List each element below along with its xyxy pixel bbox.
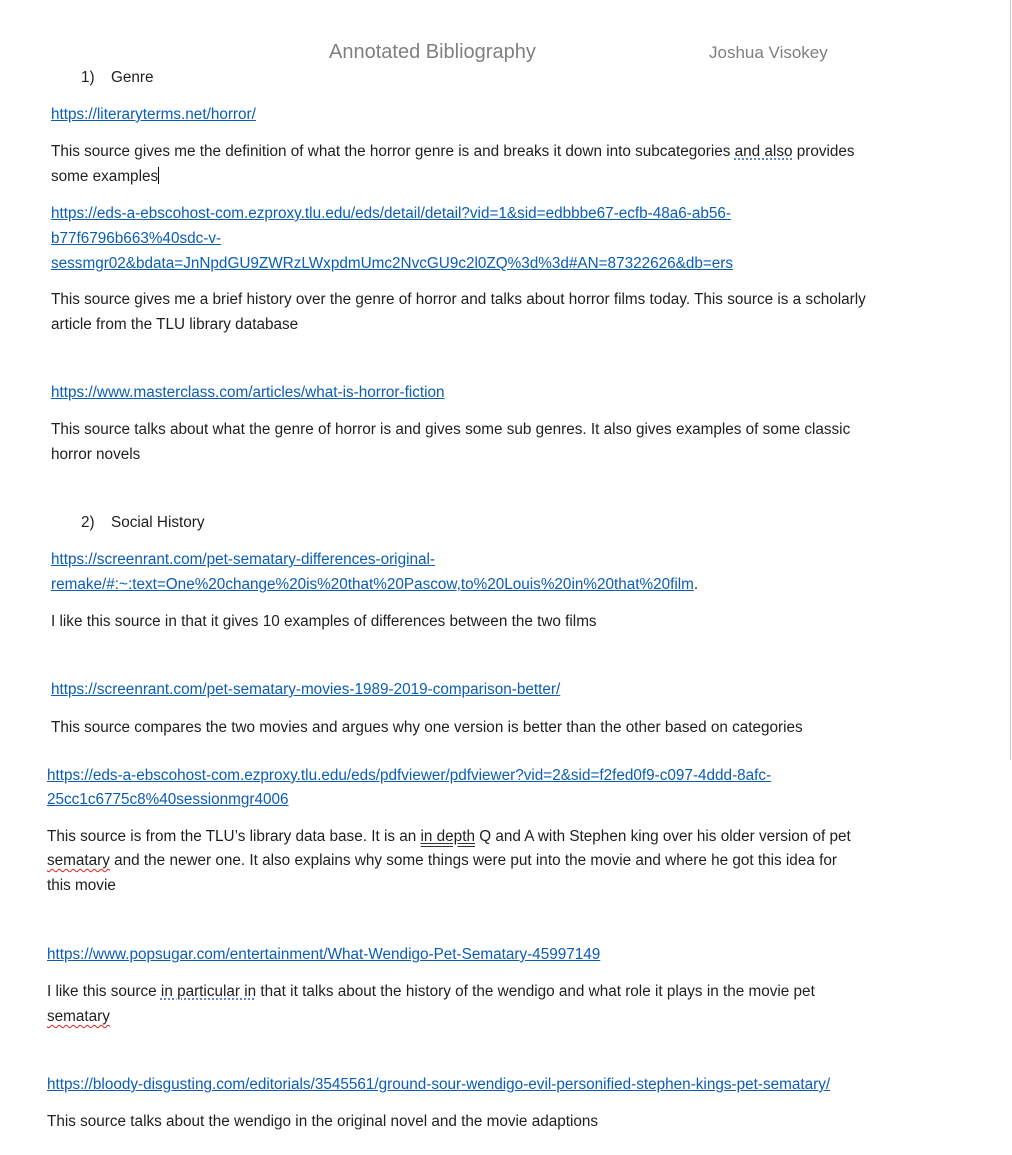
grammar-flag[interactable]: in depth bbox=[420, 828, 475, 845]
text: Q and A with Stephen king over his older version of pet bbox=[474, 828, 851, 845]
source-link[interactable]: b77f6796b663%40sdc-v- bbox=[51, 230, 222, 247]
document-title: Annotated Bibliography bbox=[329, 41, 536, 63]
text: provides bbox=[792, 143, 855, 160]
source-link[interactable]: https://www.masterclass.com/articles/what-is-horror-fiction bbox=[51, 384, 445, 401]
source-link[interactable]: https://screenrant.com/pet-sematary-movies-1989-2019-comparison-better/ bbox=[51, 681, 561, 698]
source-description: I like this source in that it gives 10 examples of differences between the two films bbox=[51, 613, 597, 630]
source-link[interactable]: 25cc1c6775c8%40sessionmgr4006 bbox=[47, 791, 289, 808]
spelling-flag[interactable]: sematary bbox=[47, 852, 110, 869]
section-heading-social-history: Social History bbox=[111, 514, 205, 531]
section-number: 1) bbox=[81, 69, 95, 86]
source-description bbox=[47, 982, 815, 1002]
source-description: This source talks about what the genre of horror is and gives some sub genres. It also gives examples of some classic bbox=[51, 421, 851, 438]
source-link[interactable]: https://eds-a-ebscohost-com.ezproxy.tlu.edu/eds/pdfviewer/pdfviewer?vid=2&sid=f2fed0f9-c097-4ddd-8afc- bbox=[47, 767, 772, 784]
source-description bbox=[47, 851, 837, 871]
source-description: This source talks about the wendigo in the original novel and the movie adaptions bbox=[47, 1113, 599, 1130]
source-link-line bbox=[51, 575, 698, 595]
source-description: horror novels bbox=[51, 446, 141, 463]
source-description bbox=[47, 1007, 110, 1027]
source-description bbox=[47, 827, 851, 847]
source-link[interactable]: sessmgr02&bdata=JnNpdGU9ZWRzLWxpdmUmc2NvcGU9c2l0ZQ%3d%3d#AN=87322626&db=ers bbox=[51, 255, 734, 272]
text: and the newer one. It also explains why some things were put into the movie and where he got this idea for bbox=[109, 852, 837, 869]
spelling-flag[interactable]: sematary bbox=[47, 1008, 110, 1025]
text: This source is from the TLU’s library data base. It is an bbox=[47, 828, 421, 845]
text: that it talks about the history of the wendigo and what role it plays in the movie pet bbox=[256, 983, 815, 1000]
period: . bbox=[693, 576, 699, 593]
text-cursor bbox=[158, 167, 159, 184]
page-margin-border bbox=[1010, 0, 1011, 760]
grammar-flag[interactable]: in particular in bbox=[160, 983, 257, 1000]
source-link[interactable]: https://screenrant.com/pet-sematary-differences-original- bbox=[51, 551, 435, 568]
source-link[interactable]: https://bloody-disgusting.com/editorials/3545561/ground-sour-wendigo-evil-personified-stephen-kings-pet-sematary/ bbox=[47, 1076, 831, 1093]
text: I like this source bbox=[47, 983, 161, 1000]
source-description: This source gives me a brief history over the genre of horror and talks about horror films today. This source is a scholarly bbox=[51, 291, 866, 308]
source-link[interactable]: https://literaryterms.net/horror/ bbox=[51, 106, 256, 123]
source-link[interactable]: https://www.popsugar.com/entertainment/What-Wendigo-Pet-Sematary-45997149 bbox=[47, 946, 601, 963]
source-description bbox=[51, 142, 855, 162]
section-number: 2) bbox=[81, 514, 95, 531]
source-description: this movie bbox=[47, 877, 116, 894]
source-link[interactable]: https://eds-a-ebscohost-com.ezproxy.tlu.edu/eds/detail/detail?vid=1&sid=edbbbe67-ecfb-48a6-ab56- bbox=[51, 205, 732, 222]
section-heading-genre: Genre bbox=[111, 69, 154, 86]
source-description: This source compares the two movies and argues why one version is better than the other based on categories bbox=[51, 719, 803, 736]
text: This source gives me the definition of what the horror genre is and breaks it down into subcategories bbox=[51, 143, 735, 160]
source-description: article from the TLU library database bbox=[51, 316, 299, 333]
grammar-flag[interactable]: and also bbox=[734, 143, 793, 160]
text: some examples bbox=[51, 168, 159, 185]
source-link[interactable]: remake/#:~:text=One%20change%20is%20that%20Pascow,to%20Louis%20in%20that%20film bbox=[51, 576, 694, 593]
author-name: Joshua Visokey bbox=[709, 43, 828, 62]
source-description bbox=[51, 167, 159, 187]
